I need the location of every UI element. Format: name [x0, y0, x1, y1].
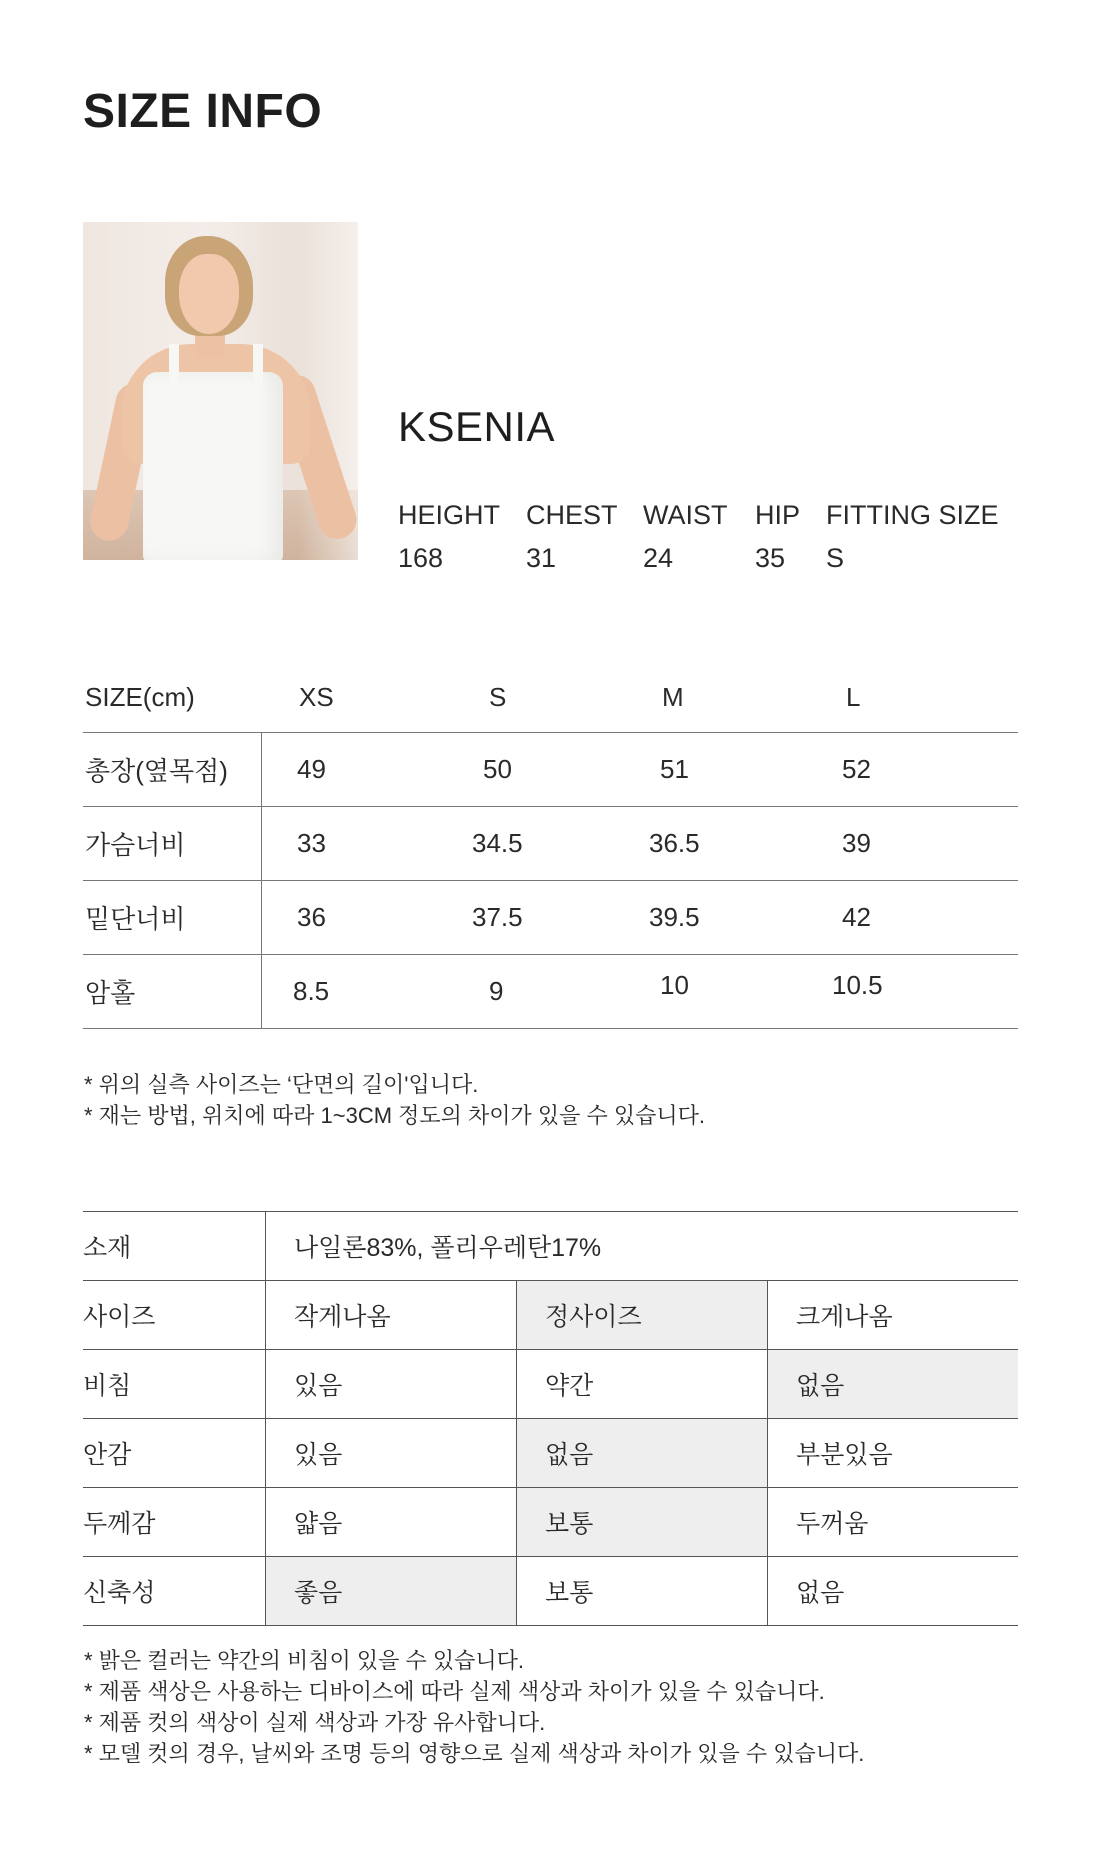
size-header-s: S — [489, 682, 507, 712]
fabric-row-label: 신축성 — [83, 1579, 156, 1607]
size-table-row — [83, 733, 1018, 807]
fabric-row — [83, 1557, 1018, 1626]
size-table-row — [83, 955, 1018, 1029]
size-table-header — [83, 663, 1018, 733]
fabric-option: 있음 — [265, 1350, 516, 1418]
model-photo — [83, 222, 358, 560]
fabric-row-material — [83, 1212, 1018, 1281]
measurement-value: 168 — [398, 543, 444, 573]
fabric-table — [83, 1211, 1018, 1626]
fabric-option-selected: 정사이즈 — [516, 1281, 767, 1349]
size-table — [83, 663, 1018, 1029]
size-value: 37.5 — [472, 902, 523, 932]
size-value: 34.5 — [472, 828, 523, 858]
fabric-option: 약간 — [516, 1350, 767, 1418]
size-value: 39.5 — [649, 902, 700, 932]
fabric-row — [83, 1488, 1018, 1557]
size-header-l: L — [846, 682, 861, 712]
note-line: * 재는 방법, 위치에 따라 1~3CM 정도의 차이가 있을 수 있습니다. — [84, 1103, 705, 1128]
measurement-value: 24 — [643, 543, 674, 573]
fabric-option-selected: 없음 — [767, 1350, 1018, 1418]
fabric-option: 크게나옴 — [767, 1281, 1018, 1349]
measurement-label: HEIGHT — [398, 500, 501, 530]
measurement-fitting-size — [826, 494, 999, 580]
size-notes — [84, 1069, 705, 1131]
size-value: 10 — [660, 970, 689, 1000]
fabric-option-selected: 보통 — [516, 1488, 767, 1556]
size-value: 36.5 — [649, 828, 700, 858]
size-value: 9 — [489, 976, 504, 1006]
size-value: 39 — [842, 828, 871, 858]
measurement-value: S — [826, 543, 845, 573]
fabric-notes — [84, 1645, 864, 1769]
size-value: 52 — [842, 754, 871, 784]
measurement-label: WAIST — [643, 500, 728, 530]
measurement-waist — [643, 494, 728, 580]
measurement-label: CHEST — [526, 500, 618, 530]
note-line: * 제품 컷의 색상이 실제 색상과 가장 유사합니다. — [84, 1710, 546, 1735]
note-line: * 모델 컷의 경우, 날씨와 조명 등의 영향으로 실제 색상과 차이가 있을 수 있습니다. — [84, 1741, 865, 1766]
fabric-row-label: 두께감 — [83, 1510, 156, 1538]
size-value: 10.5 — [832, 970, 883, 1000]
measurement-chest — [526, 494, 618, 580]
fabric-row — [83, 1350, 1018, 1419]
note-line: * 제품 색상은 사용하는 디바이스에 따라 실제 색상과 차이가 있을 수 있습니다. — [84, 1679, 825, 1704]
fabric-row-label: 안감 — [83, 1441, 132, 1469]
measurement-label: HIP — [755, 500, 801, 530]
measurement-value: 31 — [526, 543, 557, 573]
fabric-option: 부분있음 — [767, 1419, 1018, 1487]
size-row-label: 총장(옆목점) — [85, 756, 228, 786]
size-value: 33 — [297, 828, 326, 858]
fabric-option-selected: 좋음 — [265, 1557, 516, 1625]
fabric-option-selected: 없음 — [516, 1419, 767, 1487]
size-value: 8.5 — [293, 976, 330, 1006]
size-value: 36 — [297, 902, 326, 932]
fabric-row-label: 사이즈 — [83, 1303, 156, 1331]
size-row-label: 밑단너비 — [85, 904, 186, 934]
note-line: * 밝은 컬러는 약간의 비침이 있을 수 있습니다. — [84, 1648, 524, 1673]
fabric-option: 얇음 — [265, 1488, 516, 1556]
size-value: 49 — [297, 754, 326, 784]
measurement-label: FITTING SIZE — [826, 500, 999, 530]
fabric-row-label: 비침 — [83, 1372, 132, 1400]
material-value: 나일론83%, 폴리우레탄17% — [265, 1212, 1018, 1280]
size-value: 42 — [842, 902, 871, 932]
measurement-height — [398, 494, 500, 580]
fabric-option: 보통 — [516, 1557, 767, 1625]
measurement-value: 35 — [755, 543, 786, 573]
page-title: SIZE INFO — [83, 85, 323, 138]
fabric-row-label: 소재 — [83, 1234, 132, 1262]
size-header-xs: XS — [299, 682, 334, 712]
fabric-option: 있음 — [265, 1419, 516, 1487]
size-header-label: SIZE(cm) — [85, 682, 195, 712]
fabric-option: 없음 — [767, 1557, 1018, 1625]
size-header-m: M — [662, 682, 684, 712]
fabric-row — [83, 1281, 1018, 1350]
size-table-row — [83, 807, 1018, 881]
size-table-row — [83, 881, 1018, 955]
size-value: 51 — [660, 754, 689, 784]
fabric-row — [83, 1419, 1018, 1488]
size-value: 50 — [483, 754, 512, 784]
size-row-label: 가슴너비 — [85, 830, 186, 860]
fabric-option: 두꺼움 — [767, 1488, 1018, 1556]
note-line: * 위의 실측 사이즈는 ‘단면의 길이'입니다. — [84, 1072, 479, 1097]
model-name: KSENIA — [398, 403, 556, 450]
fabric-option: 작게나옴 — [265, 1281, 516, 1349]
measurement-hip — [755, 494, 800, 580]
size-row-label: 암홀 — [85, 978, 136, 1008]
